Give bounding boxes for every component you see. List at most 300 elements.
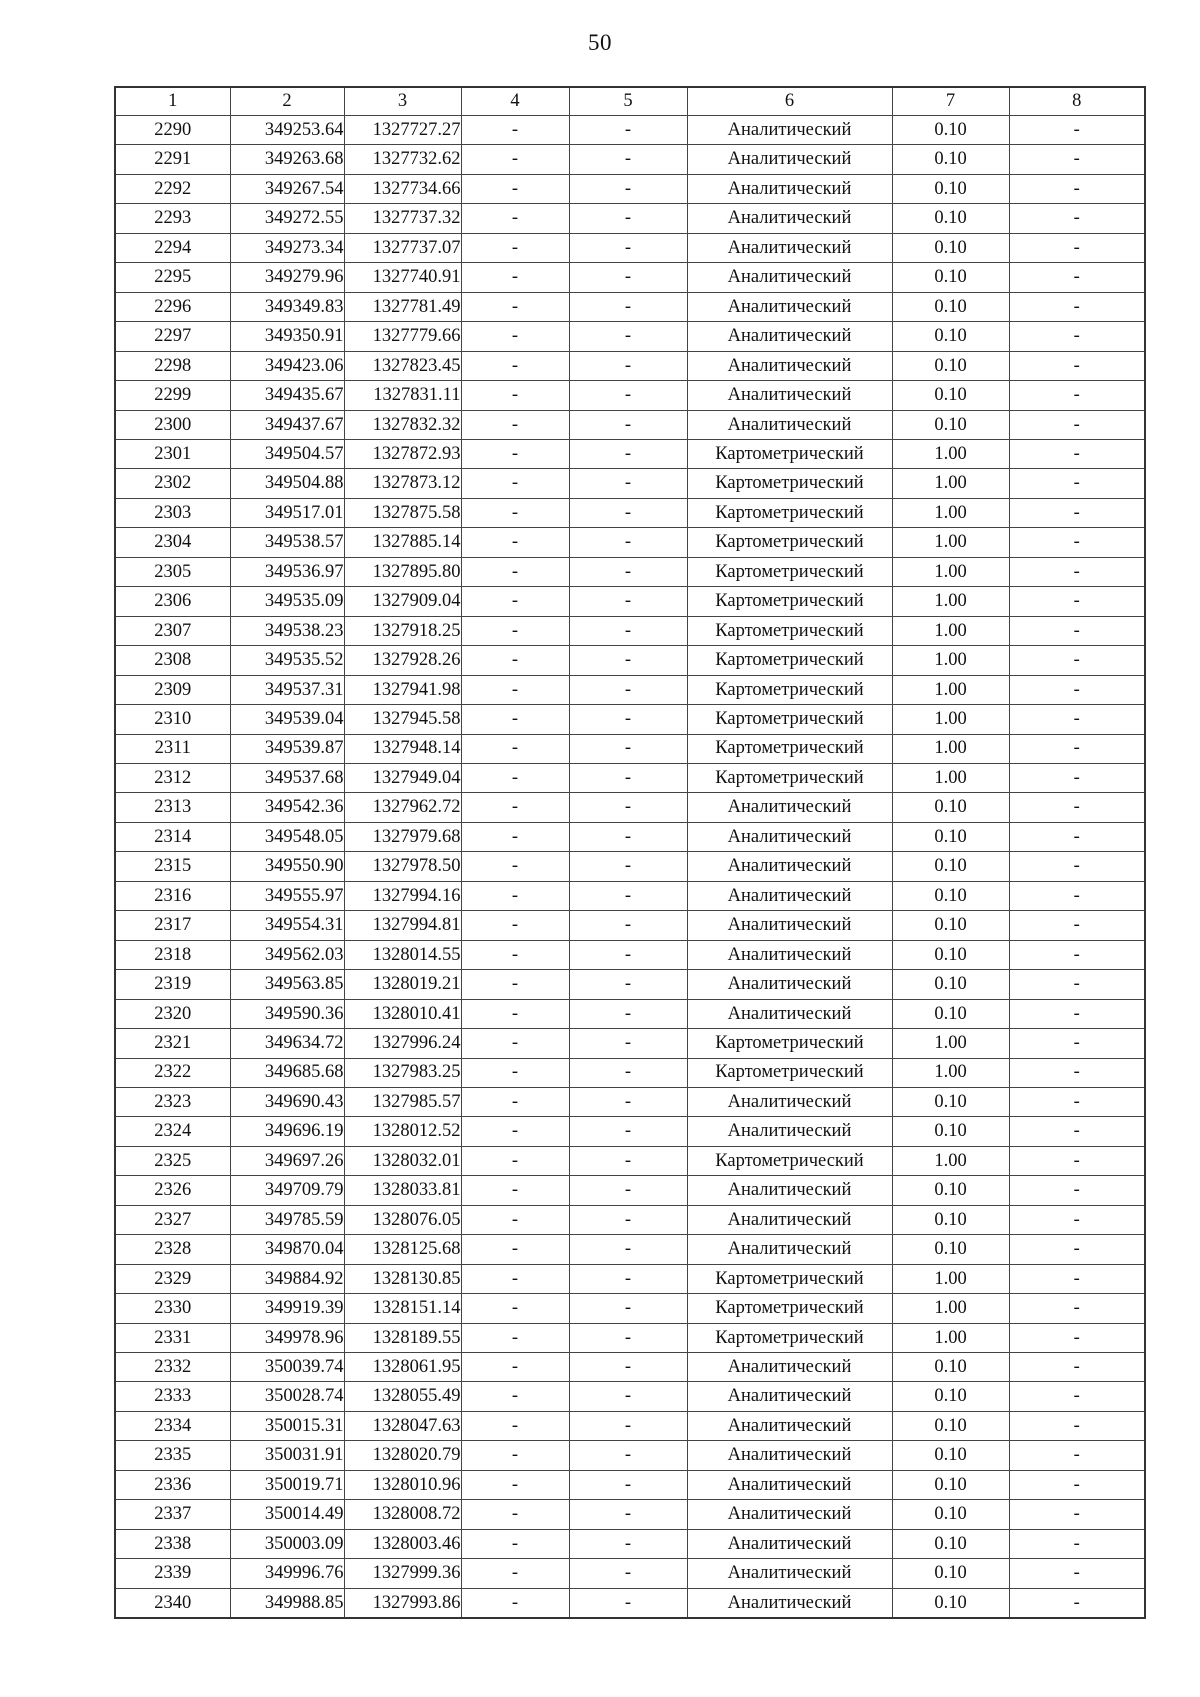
y-coordinate-cell: 1327962.72 [344,793,461,822]
column-8-cell: - [1009,822,1145,851]
column-8-cell: - [1009,852,1145,881]
column-8-cell: - [1009,1500,1145,1529]
column-header-4: 4 [461,87,569,116]
column-5-cell: - [569,351,687,380]
column-8-cell: - [1009,1029,1145,1058]
column-5-cell: - [569,822,687,851]
table-row [115,292,1145,321]
column-4-cell: - [461,705,569,734]
column-8-cell: - [1009,646,1145,675]
point-number-cell: 2312 [115,763,230,792]
x-coordinate-cell: 349279.96 [230,263,344,292]
column-4-cell: - [461,587,569,616]
point-number-cell: 2301 [115,439,230,468]
column-5-cell: - [569,322,687,351]
column-5-cell: - [569,1588,687,1618]
page-number: 50 [588,30,612,55]
y-coordinate-cell: 1328130.85 [344,1264,461,1293]
table-row [115,587,1145,616]
accuracy-cell: 0.10 [892,263,1009,292]
column-header-8: 8 [1009,87,1145,116]
y-coordinate-cell: 1328008.72 [344,1500,461,1529]
method-cell: Аналитический [687,1529,892,1558]
point-number-cell: 2293 [115,204,230,233]
y-coordinate-cell: 1327832.32 [344,410,461,439]
point-number-cell: 2294 [115,233,230,262]
method-cell: Аналитический [687,1470,892,1499]
x-coordinate-cell: 349535.52 [230,646,344,675]
table-row [115,145,1145,174]
column-8-cell: - [1009,469,1145,498]
method-cell: Аналитический [687,381,892,410]
column-5-cell: - [569,1353,687,1382]
table-row [115,646,1145,675]
accuracy-cell: 1.00 [892,734,1009,763]
y-coordinate-cell: 1327740.91 [344,263,461,292]
method-cell: Картометрический [687,528,892,557]
accuracy-cell: 0.10 [892,1470,1009,1499]
x-coordinate-cell: 349350.91 [230,322,344,351]
method-cell: Картометрический [687,587,892,616]
method-cell: Аналитический [687,1411,892,1440]
accuracy-cell: 1.00 [892,1264,1009,1293]
point-number-cell: 2309 [115,675,230,704]
x-coordinate-cell: 349542.36 [230,793,344,822]
column-4-cell: - [461,1117,569,1146]
column-5-cell: - [569,587,687,616]
column-5-cell: - [569,616,687,645]
column-4-cell: - [461,1176,569,1205]
column-8-cell: - [1009,1382,1145,1411]
column-5-cell: - [569,646,687,675]
table-row [115,1353,1145,1382]
column-header-7: 7 [892,87,1009,116]
table-row [115,439,1145,468]
column-8-cell: - [1009,1087,1145,1116]
x-coordinate-cell: 350039.74 [230,1353,344,1382]
point-number-cell: 2340 [115,1588,230,1618]
table-row [115,116,1145,145]
column-4-cell: - [461,1470,569,1499]
table-row [115,881,1145,910]
table-row [115,705,1145,734]
column-header-2: 2 [230,87,344,116]
accuracy-cell: 0.10 [892,204,1009,233]
column-5-cell: - [569,1559,687,1588]
y-coordinate-cell: 1327873.12 [344,469,461,498]
column-5-cell: - [569,1323,687,1352]
column-4-cell: - [461,469,569,498]
table-row [115,1411,1145,1440]
column-8-cell: - [1009,439,1145,468]
x-coordinate-cell: 349253.64 [230,116,344,145]
point-number-cell: 2327 [115,1205,230,1234]
y-coordinate-cell: 1327885.14 [344,528,461,557]
column-4-cell: - [461,1588,569,1618]
point-number-cell: 2336 [115,1470,230,1499]
y-coordinate-cell: 1327945.58 [344,705,461,734]
accuracy-cell: 1.00 [892,557,1009,586]
column-5-cell: - [569,881,687,910]
x-coordinate-cell: 349785.59 [230,1205,344,1234]
table-row [115,1323,1145,1352]
point-number-cell: 2331 [115,1323,230,1352]
column-8-cell: - [1009,587,1145,616]
accuracy-cell: 1.00 [892,587,1009,616]
column-5-cell: - [569,734,687,763]
y-coordinate-cell: 1327983.25 [344,1058,461,1087]
column-5-cell: - [569,1441,687,1470]
point-number-cell: 2332 [115,1353,230,1382]
point-number-cell: 2296 [115,292,230,321]
x-coordinate-cell: 349517.01 [230,498,344,527]
y-coordinate-cell: 1327895.80 [344,557,461,586]
column-4-cell: - [461,1205,569,1234]
column-5-cell: - [569,174,687,203]
table-row [115,999,1145,1028]
accuracy-cell: 0.10 [892,1382,1009,1411]
method-cell: Аналитический [687,174,892,203]
column-5-cell: - [569,557,687,586]
column-8-cell: - [1009,1117,1145,1146]
column-5-cell: - [569,940,687,969]
table-row [115,410,1145,439]
accuracy-cell: 1.00 [892,763,1009,792]
column-4-cell: - [461,498,569,527]
column-5-cell: - [569,1500,687,1529]
column-header-3: 3 [344,87,461,116]
x-coordinate-cell: 349539.87 [230,734,344,763]
column-4-cell: - [461,1294,569,1323]
method-cell: Аналитический [687,999,892,1028]
method-cell: Картометрический [687,439,892,468]
column-8-cell: - [1009,233,1145,262]
column-5-cell: - [569,1470,687,1499]
table-row [115,1176,1145,1205]
method-cell: Картометрический [687,557,892,586]
y-coordinate-cell: 1327993.86 [344,1588,461,1618]
point-number-cell: 2299 [115,381,230,410]
column-5-cell: - [569,1058,687,1087]
x-coordinate-cell: 349537.68 [230,763,344,792]
column-8-cell: - [1009,793,1145,822]
column-5-cell: - [569,498,687,527]
column-4-cell: - [461,1323,569,1352]
x-coordinate-cell: 349554.31 [230,911,344,940]
method-cell: Аналитический [687,1117,892,1146]
accuracy-cell: 1.00 [892,1058,1009,1087]
accuracy-cell: 0.10 [892,292,1009,321]
column-8-cell: - [1009,1294,1145,1323]
table-row [115,528,1145,557]
accuracy-cell: 1.00 [892,1294,1009,1323]
x-coordinate-cell: 349550.90 [230,852,344,881]
x-coordinate-cell: 349685.68 [230,1058,344,1087]
table-row [115,1529,1145,1558]
accuracy-cell: 0.10 [892,1176,1009,1205]
table-row [115,1058,1145,1087]
y-coordinate-cell: 1327979.68 [344,822,461,851]
table-row [115,1235,1145,1264]
column-4-cell: - [461,616,569,645]
column-8-cell: - [1009,322,1145,351]
column-8-cell: - [1009,116,1145,145]
x-coordinate-cell: 349535.09 [230,587,344,616]
table-row [115,1146,1145,1175]
column-8-cell: - [1009,1441,1145,1470]
method-cell: Аналитический [687,322,892,351]
method-cell: Аналитический [687,1500,892,1529]
accuracy-cell: 0.10 [892,1411,1009,1440]
x-coordinate-cell: 349996.76 [230,1559,344,1588]
table-row [115,381,1145,410]
point-number-cell: 2315 [115,852,230,881]
column-4-cell: - [461,1264,569,1293]
point-number-cell: 2316 [115,881,230,910]
y-coordinate-cell: 1327732.62 [344,145,461,174]
table-row [115,263,1145,292]
x-coordinate-cell: 349884.92 [230,1264,344,1293]
point-number-cell: 2300 [115,410,230,439]
column-5-cell: - [569,675,687,704]
column-5-cell: - [569,1029,687,1058]
y-coordinate-cell: 1328055.49 [344,1382,461,1411]
y-coordinate-cell: 1327823.45 [344,351,461,380]
y-coordinate-cell: 1327999.36 [344,1559,461,1588]
table-row [115,616,1145,645]
column-4-cell: - [461,1529,569,1558]
method-cell: Картометрический [687,705,892,734]
method-cell: Аналитический [687,822,892,851]
accuracy-cell: 0.10 [892,1235,1009,1264]
y-coordinate-cell: 1328151.14 [344,1294,461,1323]
x-coordinate-cell: 349267.54 [230,174,344,203]
column-8-cell: - [1009,1235,1145,1264]
method-cell: Аналитический [687,793,892,822]
x-coordinate-cell: 349555.97 [230,881,344,910]
table-row [115,233,1145,262]
column-5-cell: - [569,793,687,822]
point-number-cell: 2325 [115,1146,230,1175]
column-5-cell: - [569,469,687,498]
column-8-cell: - [1009,1470,1145,1499]
y-coordinate-cell: 1328010.41 [344,999,461,1028]
column-5-cell: - [569,204,687,233]
column-4-cell: - [461,646,569,675]
accuracy-cell: 0.10 [892,410,1009,439]
accuracy-cell: 0.10 [892,351,1009,380]
x-coordinate-cell: 349349.83 [230,292,344,321]
point-number-cell: 2307 [115,616,230,645]
x-coordinate-cell: 349539.04 [230,705,344,734]
y-coordinate-cell: 1327909.04 [344,587,461,616]
point-number-cell: 2295 [115,263,230,292]
column-4-cell: - [461,145,569,174]
accuracy-cell: 0.10 [892,1117,1009,1146]
accuracy-cell: 0.10 [892,381,1009,410]
x-coordinate-cell: 349548.05 [230,822,344,851]
method-cell: Картометрический [687,1323,892,1352]
y-coordinate-cell: 1328010.96 [344,1470,461,1499]
column-4-cell: - [461,911,569,940]
x-coordinate-cell: 349978.96 [230,1323,344,1352]
x-coordinate-cell: 349590.36 [230,999,344,1028]
column-5-cell: - [569,292,687,321]
method-cell: Картометрический [687,1294,892,1323]
x-coordinate-cell: 349272.55 [230,204,344,233]
column-8-cell: - [1009,616,1145,645]
y-coordinate-cell: 1328076.05 [344,1205,461,1234]
table-row [115,351,1145,380]
accuracy-cell: 1.00 [892,1146,1009,1175]
y-coordinate-cell: 1327727.27 [344,116,461,145]
accuracy-cell: 0.10 [892,1588,1009,1618]
method-cell: Аналитический [687,1205,892,1234]
accuracy-cell: 0.10 [892,1087,1009,1116]
column-4-cell: - [461,940,569,969]
column-4-cell: - [461,1087,569,1116]
method-cell: Картометрический [687,763,892,792]
column-4-cell: - [461,116,569,145]
y-coordinate-cell: 1327928.26 [344,646,461,675]
column-4-cell: - [461,528,569,557]
column-8-cell: - [1009,675,1145,704]
table-row [115,970,1145,999]
column-4-cell: - [461,1382,569,1411]
accuracy-cell: 0.10 [892,793,1009,822]
column-4-cell: - [461,675,569,704]
column-8-cell: - [1009,204,1145,233]
column-4-cell: - [461,263,569,292]
accuracy-cell: 0.10 [892,1441,1009,1470]
accuracy-cell: 0.10 [892,852,1009,881]
y-coordinate-cell: 1328032.01 [344,1146,461,1175]
column-5-cell: - [569,1205,687,1234]
y-coordinate-cell: 1328047.63 [344,1411,461,1440]
column-5-cell: - [569,1176,687,1205]
point-number-cell: 2304 [115,528,230,557]
accuracy-cell: 0.10 [892,911,1009,940]
column-8-cell: - [1009,1058,1145,1087]
column-5-cell: - [569,145,687,174]
point-number-cell: 2323 [115,1087,230,1116]
method-cell: Аналитический [687,1588,892,1618]
accuracy-cell: 0.10 [892,999,1009,1028]
column-4-cell: - [461,204,569,233]
table-row [115,1029,1145,1058]
y-coordinate-cell: 1327948.14 [344,734,461,763]
method-cell: Аналитический [687,204,892,233]
column-8-cell: - [1009,498,1145,527]
column-8-cell: - [1009,1559,1145,1588]
column-8-cell: - [1009,174,1145,203]
method-cell: Картометрический [687,646,892,675]
accuracy-cell: 1.00 [892,675,1009,704]
point-number-cell: 2333 [115,1382,230,1411]
x-coordinate-cell: 349563.85 [230,970,344,999]
method-cell: Аналитический [687,1235,892,1264]
column-5-cell: - [569,999,687,1028]
column-4-cell: - [461,557,569,586]
point-number-cell: 2317 [115,911,230,940]
x-coordinate-cell: 349537.31 [230,675,344,704]
table-row [115,322,1145,351]
accuracy-cell: 1.00 [892,1323,1009,1352]
column-header-5: 5 [569,87,687,116]
y-coordinate-cell: 1327872.93 [344,439,461,468]
y-coordinate-cell: 1327875.58 [344,498,461,527]
x-coordinate-cell: 349709.79 [230,1176,344,1205]
table-row [115,1117,1145,1146]
point-number-cell: 2308 [115,646,230,675]
y-coordinate-cell: 1327737.07 [344,233,461,262]
method-cell: Аналитический [687,1353,892,1382]
column-5-cell: - [569,381,687,410]
accuracy-cell: 1.00 [892,616,1009,645]
column-8-cell: - [1009,970,1145,999]
y-coordinate-cell: 1327941.98 [344,675,461,704]
method-cell: Аналитический [687,881,892,910]
column-4-cell: - [461,852,569,881]
method-cell: Картометрический [687,1058,892,1087]
table-row [115,1087,1145,1116]
accuracy-cell: 0.10 [892,145,1009,174]
x-coordinate-cell: 349634.72 [230,1029,344,1058]
y-coordinate-cell: 1327994.16 [344,881,461,910]
point-number-cell: 2306 [115,587,230,616]
table-row [115,1500,1145,1529]
column-header-6: 6 [687,87,892,116]
x-coordinate-cell: 349538.57 [230,528,344,557]
point-number-cell: 2291 [115,145,230,174]
table-row [115,734,1145,763]
method-cell: Аналитический [687,292,892,321]
column-4-cell: - [461,1235,569,1264]
column-8-cell: - [1009,1588,1145,1618]
y-coordinate-cell: 1327831.11 [344,381,461,410]
column-5-cell: - [569,233,687,262]
point-number-cell: 2329 [115,1264,230,1293]
accuracy-cell: 0.10 [892,233,1009,262]
accuracy-cell: 1.00 [892,439,1009,468]
accuracy-cell: 1.00 [892,646,1009,675]
point-number-cell: 2324 [115,1117,230,1146]
column-8-cell: - [1009,911,1145,940]
table-row [115,1264,1145,1293]
x-coordinate-cell: 350028.74 [230,1382,344,1411]
table-row [115,1559,1145,1588]
column-5-cell: - [569,528,687,557]
column-4-cell: - [461,410,569,439]
point-number-cell: 2290 [115,116,230,145]
column-8-cell: - [1009,1529,1145,1558]
accuracy-cell: 1.00 [892,528,1009,557]
accuracy-cell: 0.10 [892,322,1009,351]
point-number-cell: 2320 [115,999,230,1028]
column-5-cell: - [569,705,687,734]
x-coordinate-cell: 349919.39 [230,1294,344,1323]
x-coordinate-cell: 349423.06 [230,351,344,380]
method-cell: Аналитический [687,1087,892,1116]
y-coordinate-cell: 1328061.95 [344,1353,461,1382]
point-number-cell: 2318 [115,940,230,969]
table-row [115,1294,1145,1323]
accuracy-cell: 1.00 [892,705,1009,734]
column-4-cell: - [461,734,569,763]
point-number-cell: 2328 [115,1235,230,1264]
x-coordinate-cell: 349696.19 [230,1117,344,1146]
x-coordinate-cell: 349273.34 [230,233,344,262]
